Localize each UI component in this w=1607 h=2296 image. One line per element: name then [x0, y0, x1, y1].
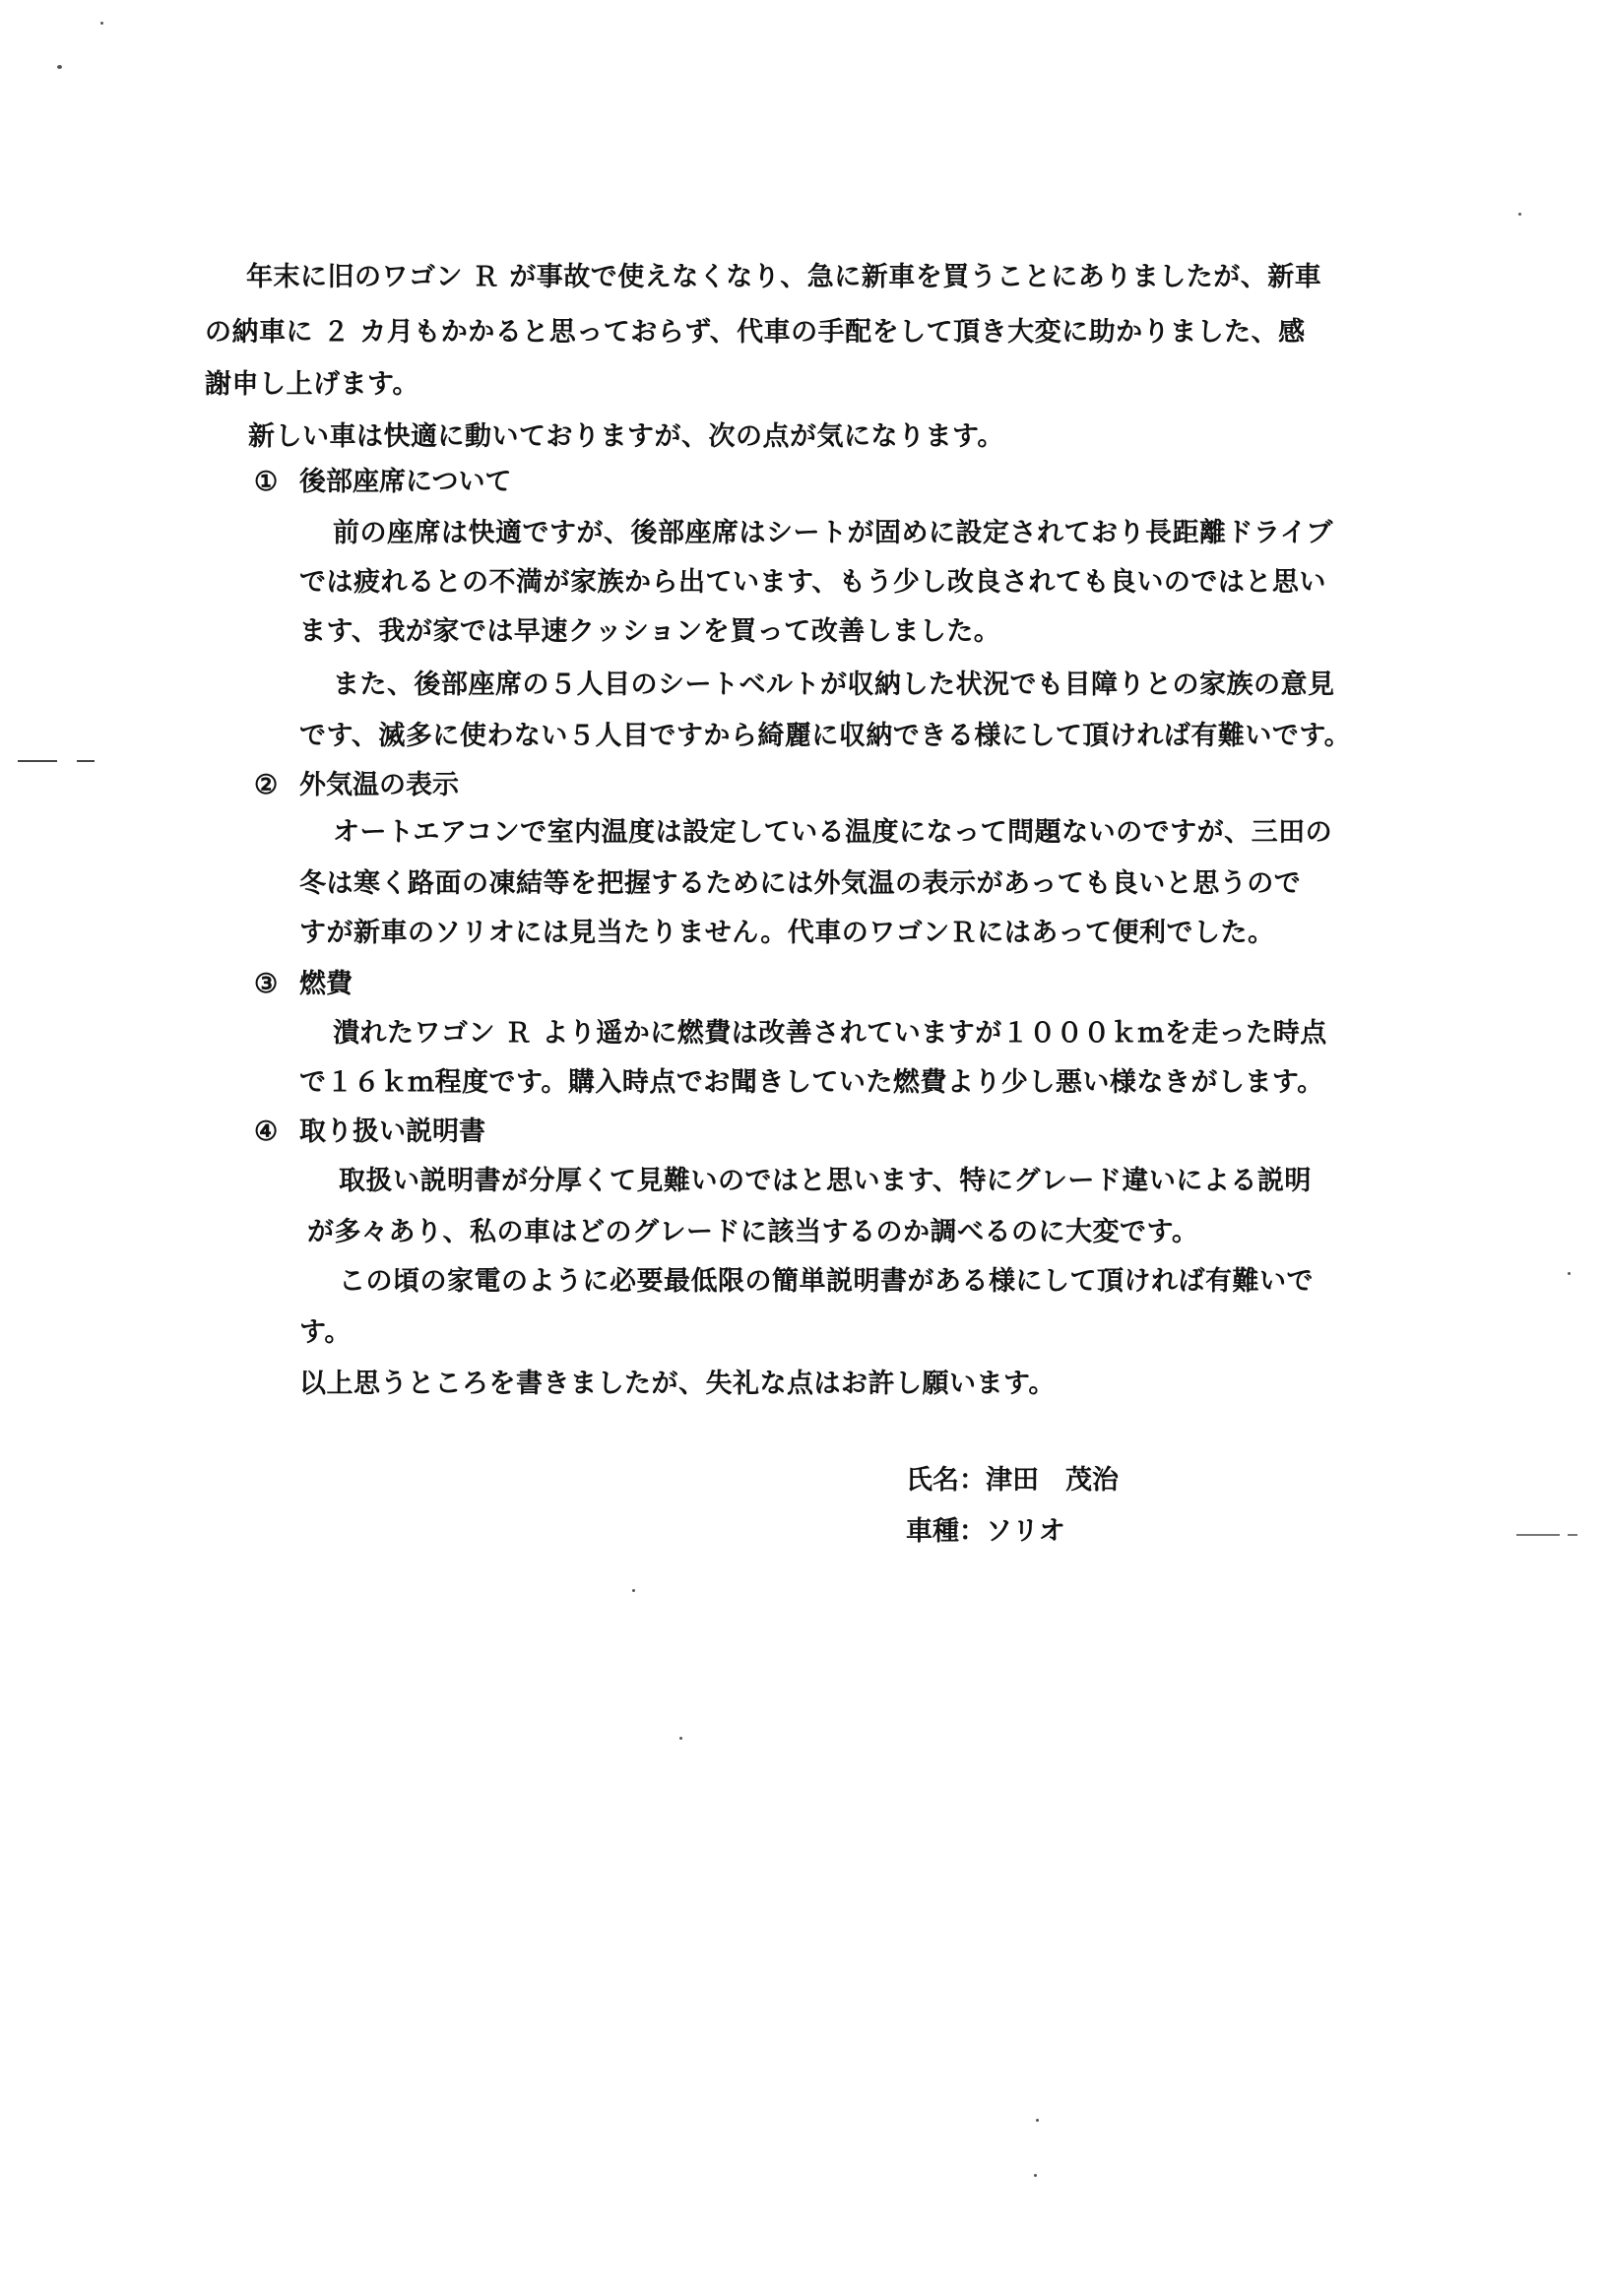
scan-speck	[100, 22, 103, 25]
scan-mark	[1516, 1534, 1560, 1536]
section-2-line-3: すが新車のソリオには見当たりません。代車のワゴンＲにはあって便利でした。	[299, 918, 1275, 948]
section-4-line-1: 取扱い説明書が分厚くて見難いのではと思います、特にグレード違いによる説明	[339, 1166, 1312, 1196]
section-4-title: 取り扱い説明書	[299, 1116, 485, 1147]
section-2-heading	[254, 766, 459, 805]
section-3-marker: ③	[254, 969, 279, 999]
scan-speck	[632, 1589, 635, 1592]
section-3-heading	[254, 965, 353, 1004]
section-2-line-1: オートエアコンで室内温度は設定している温度になって問題ないのですが、三田の	[333, 817, 1333, 848]
section-1-heading	[254, 463, 511, 502]
scan-speck	[1568, 1272, 1571, 1275]
section-2-marker: ②	[254, 770, 279, 800]
section-1-line-5: です、滅多に使わない５人目ですから綺麗に収納できる様にして頂ければ有難いです。	[299, 721, 1352, 751]
section-3-line-2: で１６ｋｍ程度です。購入時点でお聞きしていた燃費より少し悪い様なきがします。	[299, 1067, 1324, 1098]
intro-line-2: の納車に ２ カ月もかかると思っておらず、代車の手配をして頂き大変に助かりました、感	[205, 317, 1306, 348]
scan-mark	[18, 760, 57, 762]
section-2-line-2: 冬は寒く路面の凍結等を把握するためには外気温の表示があっても良いと思うので	[299, 868, 1302, 899]
scan-speck	[1518, 213, 1521, 216]
section-3-line-1: 潰れたワゴン Ｒ より遥かに燃費は改善されていますが１０００ｋｍを走った時点	[333, 1018, 1327, 1049]
signature-name: 氏名：津田 茂治	[906, 1465, 1119, 1496]
section-4-heading	[254, 1113, 485, 1152]
section-1-line-2: では疲れるとの不満が家族から出ています、もう少し改良されても良いのではと思い	[299, 567, 1326, 598]
scan-mark	[1568, 1534, 1577, 1536]
intro-line-1: 年末に旧のワゴン Ｒ が事故で使えなくなり、急に新車を買うことにありましたが、新車	[246, 262, 1322, 292]
scan-speck	[57, 65, 62, 69]
section-1-marker: ①	[254, 467, 279, 497]
section-4-line-2: が多々あり、私の車はどのグレードに該当するのか調べるのに大変です。	[307, 1217, 1199, 1247]
scan-speck	[679, 1737, 682, 1740]
intro-line-3: 謝申し上げます。	[205, 369, 419, 400]
signature-model: 車種：ソリオ	[906, 1516, 1065, 1547]
section-1-title: 後部座席について	[299, 467, 512, 497]
section-1-line-3: ます、我が家では早速クッションを買って改善しました。	[299, 616, 1001, 647]
closing-line: 以上思うところを書きましたが、失礼な点はお許し願います。	[299, 1369, 1056, 1399]
section-2-title: 外気温の表示	[299, 770, 459, 800]
section-4-line-3: この頃の家電のように必要最低限の簡単説明書がある様にして頂ければ有難いで	[339, 1266, 1314, 1297]
section-1-line-1: 前の座席は快適ですが、後部座席はシートが固めに設定されており長距離ドライブ	[333, 518, 1333, 548]
section-4-line-4: す。	[299, 1317, 352, 1348]
intro-line-4: 新しい車は快適に動いておりますが、次の点が気になります。	[248, 421, 1004, 452]
section-4-marker: ④	[254, 1116, 279, 1147]
scan-mark	[77, 760, 95, 762]
scan-speck	[1034, 2174, 1037, 2177]
scan-speck	[1036, 2119, 1039, 2122]
section-1-line-4: また、後部座席の５人目のシートベルトが収納した状況でも目障りとの家族の意見	[333, 670, 1335, 700]
section-3-title: 燃費	[299, 969, 353, 999]
